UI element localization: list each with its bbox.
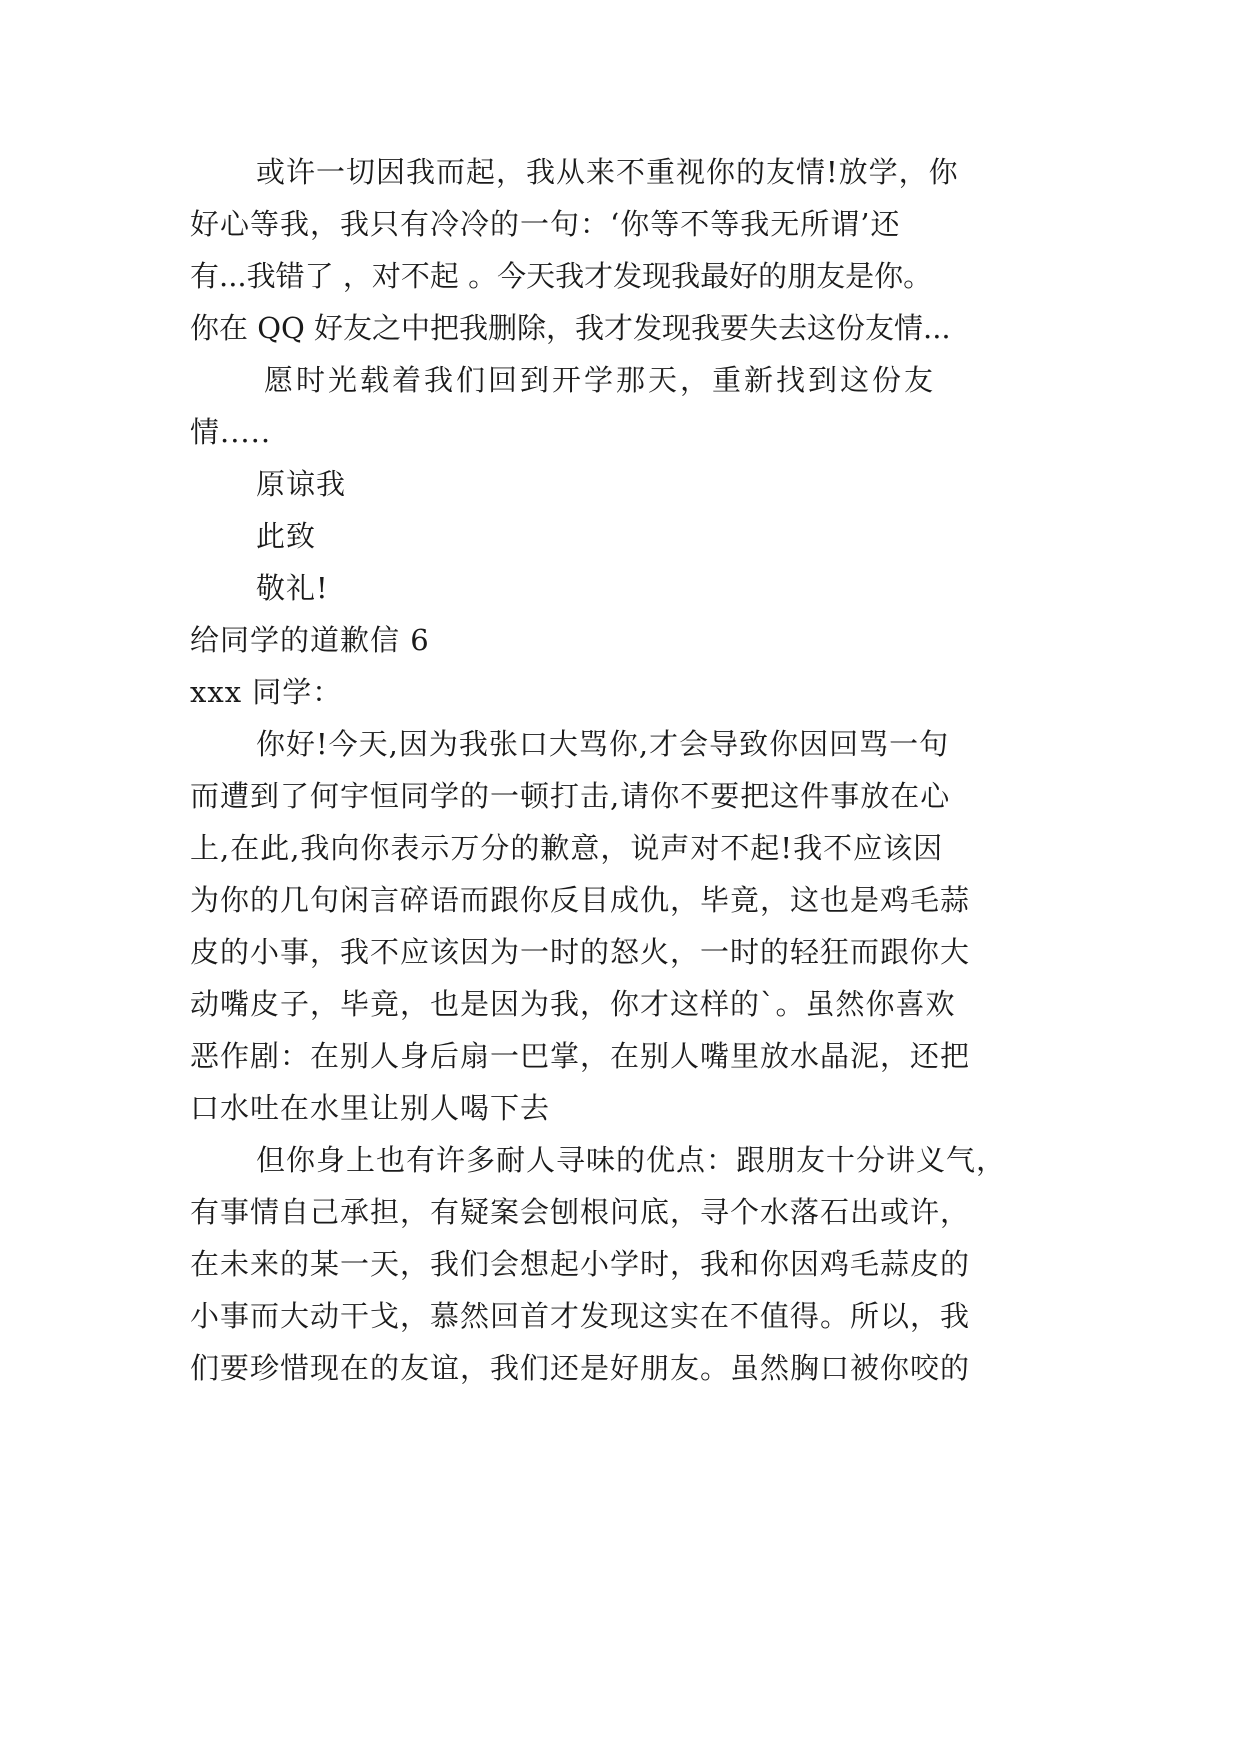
- text-line: 恶作剧：在别人身后扇一巴掌，在别人嘴里放水晶泥，还把: [190, 1039, 971, 1073]
- salutation: xxx 同学：: [190, 675, 343, 709]
- text-line: 好心等我，我只有冷冷的一句：‘你等不等我无所谓’还: [190, 207, 901, 241]
- text-line: 敬礼!: [256, 571, 329, 605]
- text-line: 愿时光载着我们回到开学那天，重新找到这份友: [264, 363, 937, 397]
- text-line: 原谅我: [256, 467, 347, 501]
- text-line: 而遭到了何宇恒同学的一顿打击,请你不要把这件事放在心: [190, 779, 951, 813]
- text-line: 小事而大动干戈，慕然回首才发现这实在不值得。所以，我: [190, 1299, 971, 1333]
- text-line: 但你身上也有许多耐人寻味的优点：跟朋友十分讲义气，: [256, 1143, 1007, 1177]
- text-line: 上,在此,我向你表示万分的歉意，说声对不起!我不应该因: [190, 831, 944, 865]
- text-line: 有事情自己承担，有疑案会刨根问底，寻个水落石出或许，: [190, 1195, 971, 1229]
- text-line: 口水吐在水里让别人喝下去: [190, 1091, 551, 1125]
- text-line: 皮的小事，我不应该因为一时的怒火，一时的轻狂而跟你大: [190, 935, 971, 969]
- text-line: 或许一切因我而起，我从来不重视你的友情!放学，你: [256, 155, 959, 189]
- text-line: 此致: [256, 519, 317, 553]
- text-line: 动嘴皮子，毕竟，也是因为我，你才这样的`。虽然你喜欢: [190, 987, 956, 1021]
- text-line: 们要珍惜现在的友谊，我们还是好朋友。虽然胸口被你咬的: [190, 1351, 971, 1385]
- text-line: 有...我错了 ，对不起 。今天我才发现我最好的朋友是你。: [190, 259, 933, 293]
- section-heading: 给同学的道歉信 6: [190, 623, 430, 657]
- text-line: 为你的几句闲言碎语而跟你反目成仇，毕竟，这也是鸡毛蒜: [190, 883, 971, 917]
- text-line: 你好!今天,因为我张口大骂你,才会导致你因回骂一句: [256, 727, 950, 761]
- text-line: 情.....: [190, 415, 272, 449]
- text-line: 在未来的某一天，我们会想起小学时，我和你因鸡毛蒜皮的: [190, 1247, 971, 1281]
- text-line: 你在 QQ 好友之中把我删除，我才发现我要失去这份友情...: [190, 311, 951, 345]
